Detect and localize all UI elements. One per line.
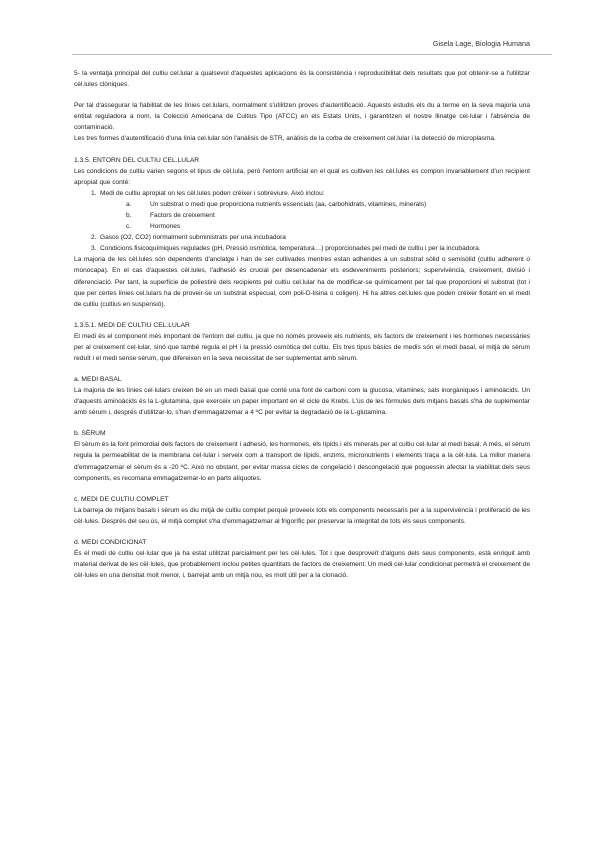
subsection-heading: c. MEDI DE CULTIU COMPLET	[74, 495, 169, 503]
list-number: 1.	[91, 189, 97, 197]
list-number: 2.	[91, 234, 97, 242]
subsection-heading: d. MEDI CONDICIONAT	[74, 538, 147, 546]
paragraph: Les tres formes d'autentificació d'una línia cel.lular són l'anàlisis de STR, anàlisis de la corba de creixement cel.lular i la detecció de microplasma.	[74, 135, 496, 143]
paragraph: La barreja de mitjans basals i sèrum es diu mitjà de cultiu complet perquè proveeix tots els components necessaris per a la supervivència i proliferació de les cèl·lules. Després del seu ús, el mitjà complet s'ha d'emmagatzemar al frigorífic per preservar la integritat de tots els seus components.	[74, 506, 530, 525]
paragraph: 5- la ventatja principal del cultiu cel.lular a qualsevol d'aquestes aplicacions és la consistència i reproducibilitat dels resultats que pot obtenir-se a l'utilitzar cèl.lules clòniques.	[74, 70, 530, 89]
list-item-text: Gasos (O2, CO2) normalment subministrats per una incubadora	[100, 234, 286, 242]
sub-list-text: Un substrat o medi que proporciona nutrients essencials (aa, carbohidrats, vitamines, minerals)	[150, 200, 427, 208]
paragraph: Per tal d'assegurar la fiabilitat de les línies cel.lulars, normalment s'utilitzen proves d'autentificació. Aquests estudis els du a terme en la seva majoria una entitat reguladora a nom, la Colecció Americana de Cultius Tipo (ATCC) en els Estats Units, i garantitzen el nostre llinatge cel·lular i l'absència de contaminació.	[74, 102, 530, 132]
paragraph: Les condicions de cultiu varien segons el tipus de cèl.lula, però l'entorn artificial en el qual es cultiven les cèl.lules es compon invariablement d'un recipient apropiat que conté:	[74, 167, 530, 186]
sub-list-text: Hormones	[150, 223, 181, 231]
list-number: 3.	[91, 245, 97, 253]
sub-list-item	[100, 210, 530, 221]
paragraph: És el medi de cultiu cel·lular que ja ha estat utilitzat parcialment per les cèl·lules. Tot i que desproveït d'alguns dels seus components, està enriquit amb material derivat de les cèl·lules, que probablement inclou petites quantitats de factors de creixement. Un medi cel·lular condicionat permetrà el creixement de cèl·lules en una densitat molt menor, i, barrejat amb un mitjà nou, es molt útil per a la clonació.	[74, 549, 530, 580]
sub-list-item	[100, 221, 530, 232]
sub-list-item	[100, 199, 530, 210]
sub-list-letter: c.	[126, 223, 132, 231]
running-header: Gisela Lage, Biologia Humana	[432, 39, 530, 48]
sub-list-letter: b.	[126, 211, 132, 219]
subsection-heading: b. SÈRUM	[74, 430, 106, 438]
list-item	[74, 232, 530, 243]
numbered-list	[74, 188, 530, 255]
paragraph: El medi és el component més important de l'entorn del cultiu, ja que no només proveeix els nutrients, els factors de creixement i les hormones necessàries per al creixement cel·lular, sinó que també regula el pH i la pressió osmòtica del cultiu. Els tres tipus bàsics de medis són el medi basal, el mitjà de sèrum reduït i el medi sense sèrum, que difereixen en la seva necessitat de ser suplementat amb sèrum.	[74, 332, 530, 362]
list-item	[74, 243, 530, 254]
paragraph: El sèrum és la font primordial dels factors de creixement i adhesió, les hormones, els lípids i els minerals per al cultiu cel·lular al medi basal. A més, el sèrum regula la permeabilitat de la membrana cel·lular i serveix com a transport de lípids, enzims, micronutrients i elements traça a la cèl·lula. La millor manera d'emmagatzemar el sèrum és a -20 ºC. Això no obstant, per evitar massa cicles de congelació i descongelació que poguessin afectar la viabilitat dels seus components, es recomana emmagatzemar-lo en parts alíquotes.	[74, 441, 530, 482]
sub-list-text: Factors de creixement	[150, 211, 215, 219]
subsection-heading: a. MEDI BASAL	[74, 376, 122, 384]
header-divider	[72, 54, 552, 55]
sub-list	[100, 199, 530, 232]
list-item	[74, 188, 530, 232]
sub-list-letter: a.	[126, 200, 132, 208]
section-heading: 1.3.5. ENTORN DEL CULTIU CEL.LULAR	[74, 156, 200, 164]
paragraph: La majoria de les cèl.lules són dependents d'anclatge i han de ser cultivades mentres estan adherides a un substrat sòlid o semisòlid (cultiu adherent o monocapa). En el cas d'aquestes cèl.lules, l'adhesió és crucial per desencadenar els esdeveniments posteriors; supervivència, creixement, divisió i diferenciació. Per tant, la superfície de poliestirè dels recipients pel cultiu cel.lular ha de modificar-se químicament per tal que proporcioni el substrat (tot i que per certes línies cel.lulars ha de proveir-se un substrat especual, com poli-D-lisina o coligen). Hi ha altres cèl.lules que poden créixer flotant en el medi de cultiu (cultius en suspensió).	[74, 256, 530, 308]
list-item-text: Medi de cultiu apropiat on les cèl.lules poden créixer i sobreviure. Això inclou:	[100, 189, 325, 197]
paragraph: La majoria de les línies cel·lulars creixen bé en un medi basal que conté una font de carboni com la glucosa, vitamines, sals inorgàniques i aminoàcids. Un d'aquests aminoàcids és la L-glutamina, que exerceix un paper important en el cicle de Krebs. L'ús de les fórmules dels mitjans basals s'ha de suplementar amb sèrum i, després d'utilitzar-lo, s'han d'emmagatzemar a 4 ºC per evitar la degradació de la L-glutamina.	[74, 387, 530, 417]
section-heading: 1.3.5.1. MEDI DE CULTIU CEL.LULAR	[74, 321, 190, 329]
list-item-text: Condicions fisicoquímiques regulades (pH, Pressió osmòtica, temperatura…) proporcionades pel medi de cultiu i per la incubadora.	[100, 245, 481, 253]
